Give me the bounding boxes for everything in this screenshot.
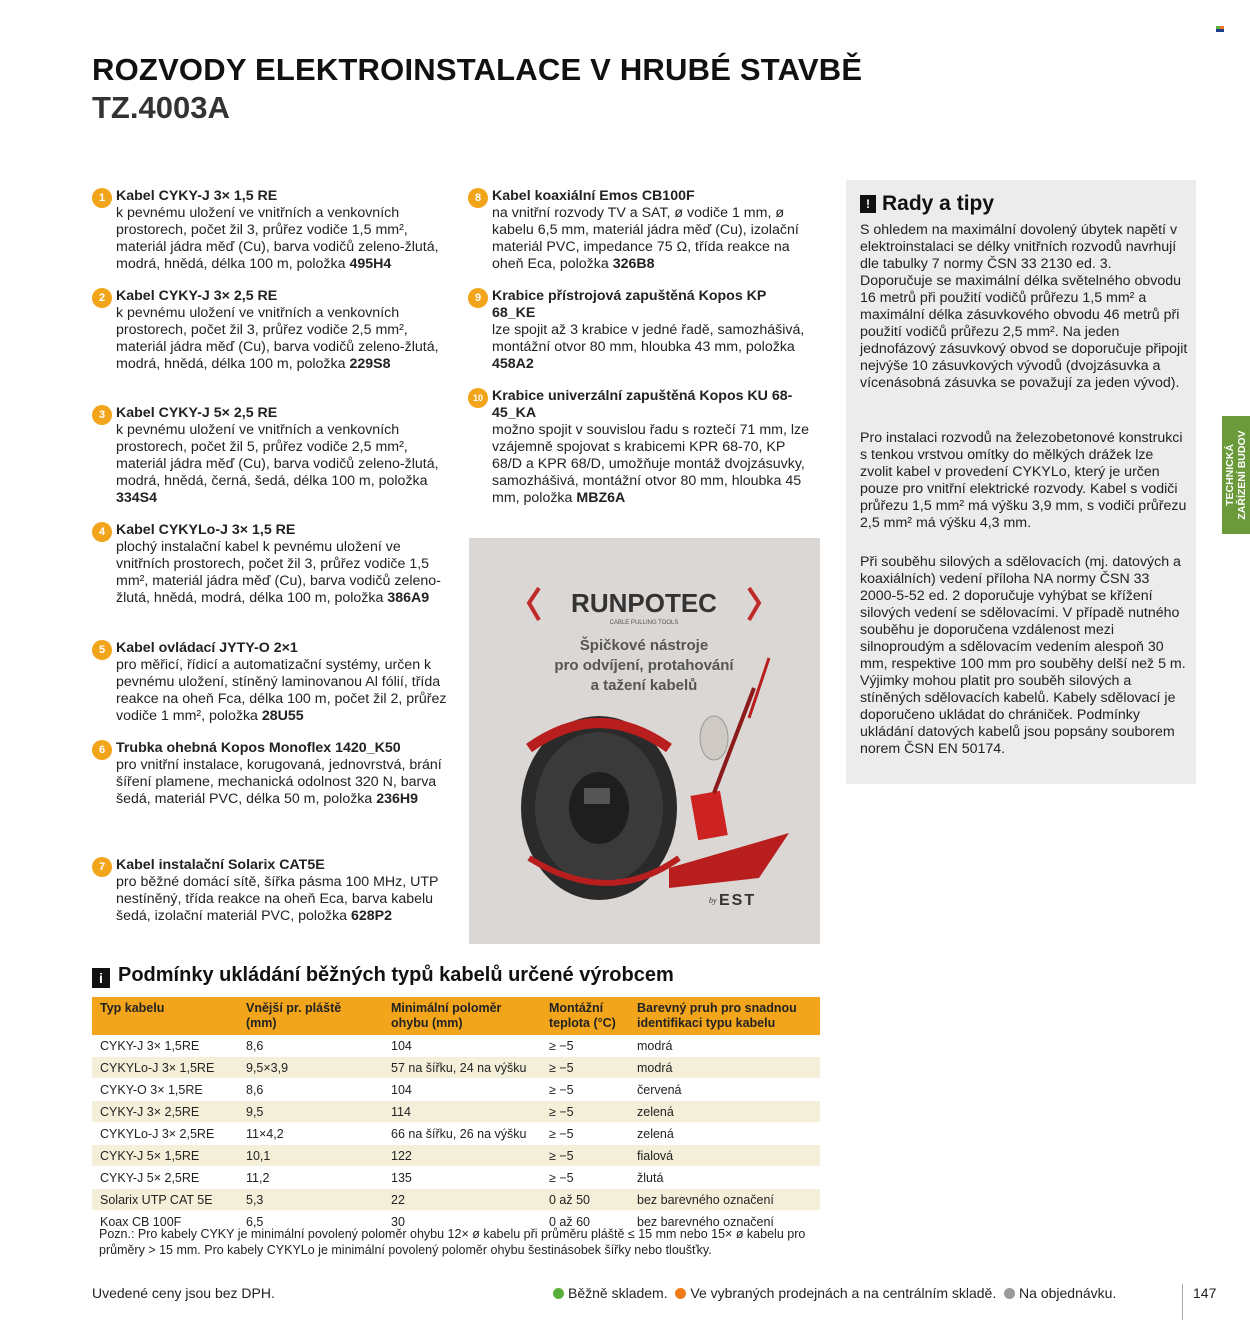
product-item (98, 857, 456, 925)
table-cell: Solarix UTP CAT 5E (92, 1189, 238, 1211)
table-cell: Koax CB 100F (92, 1211, 238, 1233)
tips-paragraph-2: Pro instalaci rozvodů na železobetonové konstrukci s tenkou vrstvou omítky do mělkých drážek lze zvolit kabel v provedení CYKYLo, který je určen pouze pro vnitřní elektrické rozvody. Kabel s vodiči průřezu 1,5 mm² má výšku 3,9 mm, s vodiči průřezu 2,5 mm² má výšku 4,3 mm. (860, 430, 1187, 531)
item-sku: 229S8 (349, 356, 391, 372)
table-cell: 5,3 (238, 1189, 383, 1211)
item-sku: 628P2 (351, 908, 393, 924)
table-cell: ≥ −5 (541, 1145, 629, 1167)
grey-dot-icon (1004, 1288, 1015, 1299)
table-note: Pozn.: Pro kabely CYKY je minimální povolený poloměr ohybu 12× ø kabelu při průměru pláště ≤ 15 mm nebo 15× ø kabelu pro průměry > 15 mm. Pro kabely CYKYLo je minimální povolený poloměr ohybu šestinásobek šířky nebo tloušťky. (99, 1227, 806, 1257)
stock-in-stock: Běžně skladem. (568, 1285, 668, 1301)
product-item (472, 388, 812, 507)
page-number: 147 (1193, 1285, 1217, 1301)
table-cell: 66 na šířku, 26 na výšku (383, 1123, 541, 1145)
item-title: Kabel CYKY-J 3× 1,5 RE (116, 188, 278, 204)
ad-brand: RUNPOTEC (571, 588, 717, 618)
table-cell: 104 (383, 1035, 541, 1057)
col-header: Minimální poloměr ohybu (mm) (383, 997, 541, 1035)
item-description: pro měřicí, řídicí a automatizační systémy, určen k pevnému uložení, stíněný laminovanou Al fólií, třída reakce na oheň Fca, délka 100 m, počet žil 2, průřez vodiče 1 mm², položka (116, 657, 447, 724)
stock-selected-stores: Ve vybraných prodejnách a na centrálním skladě. (690, 1285, 997, 1301)
item-number-badge: 5 (92, 640, 112, 660)
product-item (98, 740, 456, 808)
table-cell: 11×4,2 (238, 1123, 383, 1145)
product-item (474, 288, 812, 373)
table-cell: 122 (383, 1145, 541, 1167)
table-cell: bez barevného označení (629, 1189, 820, 1211)
item-title: Kabel CYKYLo-J 3× 1,5 RE (116, 522, 296, 538)
item-title: Kabel instalační Solarix CAT5E (116, 857, 325, 873)
table-cell: 8,6 (238, 1079, 383, 1101)
table-cell: 9,5×3,9 (238, 1057, 383, 1079)
item-description: na vnitřní rozvody TV a SAT, ø vodiče 1 mm, ø kabelu 6,5 mm, materiál jádra měď (Cu), izolační materiál PVC, impedance 75 Ω, třída reakce na oheň Eca, položka (492, 205, 799, 272)
info-icon: i (92, 968, 110, 988)
stock-on-order: Na objednávku. (1019, 1285, 1117, 1301)
table-cell: 0 až 60 (541, 1211, 629, 1233)
item-title: Trubka ohebná Kopos Monoflex 1420_K50 (116, 740, 401, 756)
side-tab-line-2: ZAŘÍZENÍ BUDOV (1236, 430, 1248, 520)
ad-line-3: a tažení kabelů (590, 677, 698, 694)
table-row (92, 1167, 820, 1189)
table-cell: 8,6 (238, 1035, 383, 1057)
product-item (474, 188, 812, 273)
ad-line-1: Špičkové nástroje (579, 637, 709, 654)
corner-mark-icon (1216, 26, 1224, 32)
table-cell: CYKY-J 3× 1,5RE (92, 1035, 238, 1057)
stock-legend (553, 1285, 1116, 1301)
table-cell: ≥ −5 (541, 1123, 629, 1145)
table-cell: CYKYLo-J 3× 1,5RE (92, 1057, 238, 1079)
col-header: Vnější pr. pláště (mm) (238, 997, 383, 1035)
item-number-badge: 9 (468, 288, 488, 308)
side-section-tab[interactable] (1222, 416, 1250, 534)
page-title: ROZVODY ELEKTROINSTALACE V HRUBÉ STAVBĚ (92, 52, 863, 87)
item-title: Kabel ovládací JYTY-O 2×1 (116, 640, 298, 656)
green-dot-icon (553, 1288, 564, 1299)
tips-box (846, 180, 1196, 784)
item-sku: 28U55 (261, 708, 304, 724)
table-cell: 30 (383, 1211, 541, 1233)
col-header: Typ kabelu (92, 997, 238, 1035)
item-title: Kabel CYKY-J 5× 2,5 RE (116, 405, 278, 421)
table-cell: červená (629, 1079, 820, 1101)
product-item (98, 288, 456, 373)
item-sku: 495H4 (349, 256, 392, 272)
table-cell: modrá (629, 1057, 820, 1079)
item-number-badge: 2 (92, 288, 112, 308)
item-title: Kabel CYKY-J 3× 2,5 RE (116, 288, 278, 304)
item-sku: 326B8 (612, 256, 655, 272)
item-description: lze spojit až 3 krabice v jedné řadě, samozhášivá, montážní otvor 80 mm, hloubka 43 mm, položka (492, 322, 805, 355)
table-cell: bez barevného označení (629, 1211, 820, 1233)
item-sku: 334S4 (116, 490, 158, 506)
table-cell: ≥ −5 (541, 1101, 629, 1123)
item-description: plochý instalační kabel k pevnému uložení ve vnitřních prostorech, počet žil 3, průřez vodiče 1,5 mm², materiál jádra měď (Cu), barva vodičů zeleno-žlutá, hnědá, modrá, délka 100 m, položka (116, 539, 441, 606)
table-cell: 11,2 (238, 1167, 383, 1189)
ad-by: by (709, 896, 717, 905)
runpotec-advert (469, 538, 820, 944)
table-cell: 0 až 50 (541, 1189, 629, 1211)
table-title-text: Podmínky ukládání běžných typů kabelů určené výrobcem (118, 964, 674, 986)
item-number-badge: 4 (92, 522, 112, 542)
item-number-badge: 10 (468, 388, 488, 408)
table-row (92, 1189, 820, 1211)
tips-paragraph-3: Při souběhu silových a sdělovacích (mj. datových a koaxiálních) vedení příloha NA normy ČSN 33 2000-5-52 ed. 2 doporučuje vyhýbat se křížení silových vedení se sdělovacími. V případě nutného souběhu je doporučena vzdálenost mezi silnoproudým a sdělovacím vedením alespoň 30 mm, respektive 100 mm pro souběhy delší než 5 m. Výjimky mohou platit pro souběh silových a stíněných sdělovacích kabelů. Kabely sdělovací je doporučeno ukládat do chrániček. Podmínky ukládání datových kabelů jsou popsány souborem norem ČSN EN 50174. (860, 554, 1186, 757)
item-sku: 236H9 (376, 791, 419, 807)
table-cell: CYKY-O 3× 1,5RE (92, 1079, 238, 1101)
info-icon: ! (860, 195, 876, 213)
item-number-badge: 8 (468, 188, 488, 208)
vat-note: Uvedené ceny jsou bez DPH. (92, 1285, 275, 1301)
table-cell: 6,5 (238, 1211, 383, 1233)
table-cell: 9,5 (238, 1101, 383, 1123)
advert-artwork (469, 538, 820, 944)
item-sku: 386A9 (387, 590, 430, 606)
product-item (98, 188, 456, 273)
item-title: Krabice univerzální zapuštěná Kopos KU 68-45_KA (492, 388, 793, 421)
item-number-badge: 1 (92, 188, 112, 208)
section-code: TZ.4003A (92, 90, 230, 125)
item-number-badge: 3 (92, 405, 112, 425)
table-row (92, 1101, 820, 1123)
tips-heading-text: Rady a tipy (882, 192, 995, 215)
table-row (92, 1123, 820, 1145)
table-cell: ≥ −5 (541, 1035, 629, 1057)
cable-reel-illustration (521, 658, 789, 900)
item-description: pro běžné domácí sítě, šířka pásma 100 MHz, UTP nestíněný, třída reakce na oheň Eca, barva kabelu šedá, izolační materiál PVC, položka (116, 874, 439, 924)
table-cell: modrá (629, 1035, 820, 1057)
ad-brand-sub: CABLE PULLING TOOLS (609, 620, 679, 626)
product-item (98, 640, 456, 725)
item-title: Kabel koaxiální Emos CB100F (492, 188, 695, 204)
item-sku: 458A2 (492, 356, 534, 372)
table-cell: fialová (629, 1145, 820, 1167)
table-cell: zelená (629, 1101, 820, 1123)
table-title (92, 964, 674, 988)
table-cell: 114 (383, 1101, 541, 1123)
table-cell: CYKY-J 3× 2,5RE (92, 1101, 238, 1123)
ad-est-logo: EST (719, 892, 757, 909)
ad-line-2: pro odvíjení, protahování (554, 657, 734, 674)
table-row (92, 1035, 820, 1057)
item-sku: MBZ6A (576, 490, 626, 506)
col-header: Barevný pruh pro snadnou identifikaci typu kabelu (629, 997, 820, 1035)
item-description: k pevnému uložení ve vnitřních a venkovních prostorech, počet žil 5, průřez vodiče 2,5 mm², materiál jádra měď (Cu), barva vodičů zeleno-žlutá, modrá, hnědá, černá, šedá, délka 100 m, položka (116, 422, 439, 489)
table-cell: CYKY-J 5× 2,5RE (92, 1167, 238, 1189)
item-description: možno spojit v souvislou řadu s roztečí 71 mm, lze vzájemně spojovat s krabicemi KPR 68-70, KP 68/D a KPR 68/D, umožňuje montáž dvojzásuvky, samozhášivá, montážní otvor 80 mm, hloubka 45 mm, položka (492, 422, 809, 506)
table-cell: žlutá (629, 1167, 820, 1189)
table-cell: ≥ −5 (541, 1057, 629, 1079)
table-cell: 10,1 (238, 1145, 383, 1167)
product-item (98, 405, 456, 507)
item-number-badge: 6 (92, 740, 112, 760)
table-cell: ≥ −5 (541, 1167, 629, 1189)
item-description: pro vnitřní instalace, korugovaná, jednovrstvá, brání šíření plamene, mechanická odolnost 320 N, barva šedá, materiál PVC, délka 50 m, položka (116, 757, 442, 807)
table-header-row (92, 997, 820, 1035)
table-cell: 57 na šířku, 24 na výšku (383, 1057, 541, 1079)
table-row (92, 1079, 820, 1101)
tips-paragraph-1: S ohledem na maximální dovolený úbytek napětí v elektroinstalaci se délky vnitřních rozvodů navrhují dle tabulky 7 normy ČSN 33 2130 ed. 3. Doporučuje se maximální délka světelného obvodu 16 metrů při použití vodičů průřezu 1,5 mm² a maximální délka zásuvkového obvodu 46 metrů při použití vodičů průřezu 2,5 mm². Na jeden jednofázový zásuvkový obvod se doporučuje připojit nejvýše 10 zásuvkových vývodů (dvojzásuvka a vícenásobná zásuvka se považují za jeden vývod). (860, 222, 1188, 391)
tips-title (860, 192, 994, 216)
table-row (92, 1057, 820, 1079)
item-description: k pevnému uložení ve vnitřních a venkovních prostorech, počet žil 3, průřez vodiče 2,5 mm², materiál jádra měď (Cu), barva vodičů zeleno-žlutá, modrá, hnědá, délka 100 m, položka (116, 305, 439, 372)
side-tab-line-1: TECHNICKÁ (1224, 444, 1236, 506)
col-header: Montážní teplota (°C) (541, 997, 629, 1035)
table-cell: 22 (383, 1189, 541, 1211)
table-row (92, 1145, 820, 1167)
table-cell: 104 (383, 1079, 541, 1101)
orange-dot-icon (675, 1288, 686, 1299)
logo-bracket-right (749, 588, 759, 620)
cable-conditions-table (92, 997, 820, 1233)
table-cell: ≥ −5 (541, 1079, 629, 1101)
page-divider (1182, 1284, 1183, 1320)
item-description: k pevnému uložení ve vnitřních a venkovních prostorech, počet žil 3, průřez vodiče 1,5 mm², materiál jádra měď (Cu), barva vodičů zeleno-žlutá, modrá, hnědá, délka 100 m, položka (116, 205, 439, 272)
table-cell: zelená (629, 1123, 820, 1145)
table-cell: 135 (383, 1167, 541, 1189)
logo-bracket-left (529, 588, 539, 620)
product-item (98, 522, 456, 607)
item-title: Krabice přístrojová zapuštěná Kopos KP 68_KE (492, 288, 767, 321)
table-cell: CYKYLo-J 3× 2,5RE (92, 1123, 238, 1145)
table-cell: CYKY-J 5× 1,5RE (92, 1145, 238, 1167)
item-number-badge: 7 (92, 857, 112, 877)
